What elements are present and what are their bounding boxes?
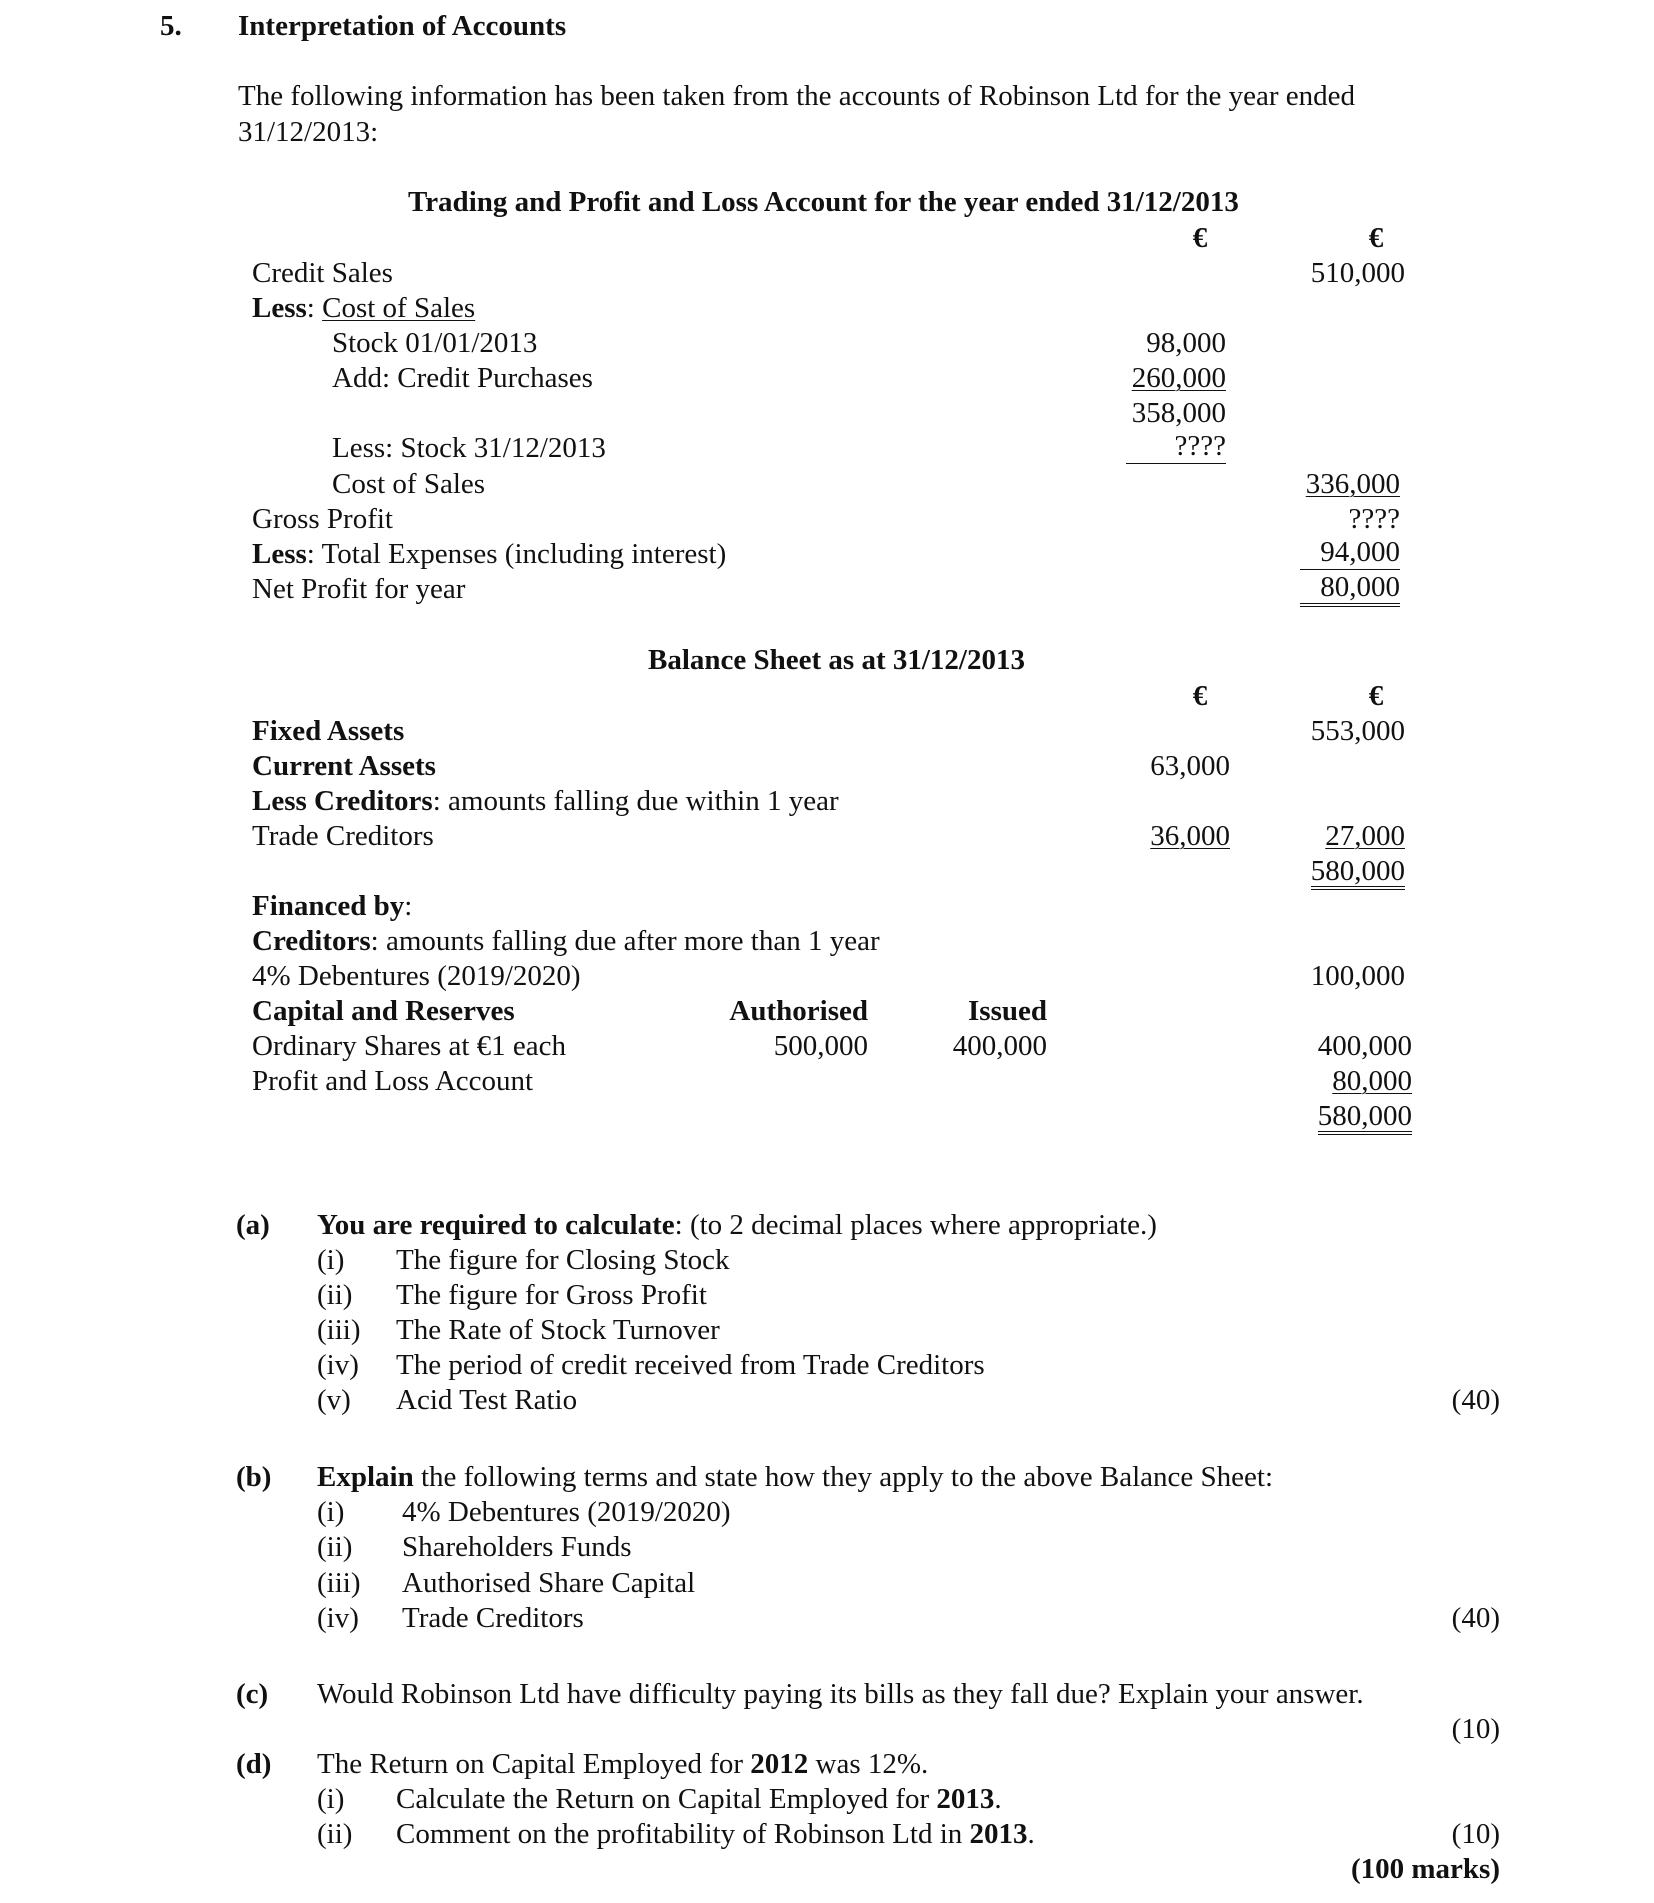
authorised-value: 500,000 bbox=[773, 1030, 868, 1062]
part-a-item-num: (i) bbox=[317, 1244, 345, 1276]
part-d-item2-year: 2013 bbox=[969, 1818, 1028, 1850]
fixed-assets-label: Fixed Assets bbox=[252, 715, 405, 747]
less-label: Less bbox=[252, 538, 307, 570]
creditors-long-rest: : amounts falling due after more than 1 year bbox=[370, 925, 880, 957]
less-creditors-rest: : amounts falling due within 1 year bbox=[432, 785, 839, 817]
total-financed-value bbox=[1290, 1098, 1412, 1135]
purchases-value bbox=[1110, 360, 1226, 396]
part-a-lead bbox=[317, 1207, 1157, 1243]
part-b-item-text: Trade Creditors bbox=[402, 1602, 584, 1634]
part-c-marks: (10) bbox=[1451, 1713, 1500, 1745]
total-net-assets-value bbox=[1290, 853, 1405, 890]
part-d-lead-pre: The Return on Capital Employed for bbox=[317, 1748, 751, 1780]
part-a-item-text: The period of credit received from Trade Creditors bbox=[396, 1349, 985, 1381]
debentures-label: 4% Debentures (2019/2020) bbox=[252, 960, 581, 992]
less-creditors-row bbox=[252, 783, 839, 819]
financed-by-row: Financed by: bbox=[252, 890, 413, 922]
credit-sales-label: Credit Sales bbox=[252, 257, 393, 289]
part-b-lead bbox=[317, 1459, 1273, 1495]
part-a-item-text: The figure for Gross Profit bbox=[396, 1279, 707, 1311]
expenses-row: Less: Total Expenses (including interest) bbox=[252, 538, 727, 570]
creditors-long-label: Creditors bbox=[252, 925, 371, 957]
part-d-letter: (d) bbox=[236, 1748, 272, 1780]
part-b-lead-rest: the following terms and state how they apply to the above Balance Sheet: bbox=[413, 1461, 1274, 1493]
expenses-value: 94,000 bbox=[1300, 536, 1400, 570]
part-a-item-num: (v) bbox=[317, 1384, 351, 1416]
part-b-item-num: (iv) bbox=[317, 1602, 359, 1634]
trade-creditors-value bbox=[1110, 818, 1230, 854]
cost-of-sales-label: Cost of Sales bbox=[332, 468, 486, 500]
purchases-amount: 260,000 bbox=[1131, 362, 1226, 394]
balance-currency-col1: € bbox=[1192, 680, 1208, 712]
part-c-letter: (c) bbox=[236, 1678, 269, 1710]
part-a-lead-bold: You are required to calculate bbox=[317, 1209, 675, 1241]
cost-of-sales-amount: 336,000 bbox=[1305, 468, 1400, 500]
purchases-label: Add: Credit Purchases bbox=[332, 362, 593, 394]
intro-text-line2: 31/12/2013: bbox=[238, 116, 379, 148]
working-capital-amount: 27,000 bbox=[1325, 820, 1405, 852]
authorised-heading: Authorised bbox=[729, 995, 868, 1027]
net-profit-label: Net Profit for year bbox=[252, 573, 466, 605]
cost-of-sales-value bbox=[1290, 466, 1400, 502]
part-d-item2-pre: Comment on the profitability of Robinson Ltd in bbox=[396, 1818, 970, 1850]
trading-currency-col2: € bbox=[1368, 222, 1384, 254]
issued-value: 400,000 bbox=[952, 1030, 1047, 1062]
part-b-item-num: (ii) bbox=[317, 1531, 353, 1563]
creditors-long-row bbox=[252, 923, 880, 959]
part-d-item1-pre: Calculate the Return on Capital Employed for bbox=[396, 1783, 937, 1815]
part-d-item1-year: 2013 bbox=[936, 1783, 995, 1815]
stock-open-value: 98,000 bbox=[1146, 327, 1226, 359]
subtotal-value: 358,000 bbox=[1131, 397, 1226, 429]
part-c-text: Would Robinson Ltd have difficulty paying its bills as they fall due? Explain your answer. bbox=[317, 1678, 1364, 1710]
part-d-item-text bbox=[396, 1781, 1002, 1817]
fixed-assets-value: 553,000 bbox=[1310, 715, 1405, 747]
part-d-lead-post: was 12%. bbox=[808, 1748, 929, 1780]
balance-currency-col2: € bbox=[1368, 680, 1384, 712]
part-b-item-text: Shareholders Funds bbox=[402, 1531, 632, 1563]
less-creditors-label: Less Creditors bbox=[252, 785, 433, 817]
less-cost-of-sales: Less: Cost of Sales bbox=[252, 292, 476, 324]
part-a-marks: (40) bbox=[1451, 1384, 1500, 1416]
stock-close-value: ???? bbox=[1126, 430, 1226, 464]
trading-currency-col1: € bbox=[1192, 222, 1208, 254]
part-a-item-num: (iii) bbox=[317, 1314, 361, 1346]
pl-account-label: Profit and Loss Account bbox=[252, 1065, 534, 1097]
gross-profit-label: Gross Profit bbox=[252, 503, 393, 535]
part-b-marks: (40) bbox=[1451, 1602, 1500, 1634]
part-a-item-num: (ii) bbox=[317, 1279, 353, 1311]
pl-account-amount: 80,000 bbox=[1332, 1065, 1412, 1097]
working-capital-value bbox=[1290, 818, 1405, 854]
issued-heading: Issued bbox=[968, 995, 1047, 1027]
part-d-item2-post: . bbox=[1027, 1818, 1035, 1850]
part-d-item-num: (ii) bbox=[317, 1818, 353, 1850]
current-assets-value: 63,000 bbox=[1150, 750, 1230, 782]
less-label: Less bbox=[252, 292, 307, 324]
part-b-item-num: (iii) bbox=[317, 1567, 361, 1599]
part-b-item-text: Authorised Share Capital bbox=[402, 1567, 696, 1599]
part-a-item-text: Acid Test Ratio bbox=[396, 1384, 578, 1416]
balance-sheet-heading: Balance Sheet as at 31/12/2013 bbox=[648, 644, 1025, 676]
part-b-item-text: 4% Debentures (2019/2020) bbox=[402, 1496, 731, 1528]
trade-creditors-amount: 36,000 bbox=[1150, 820, 1230, 852]
current-assets-label: Current Assets bbox=[252, 750, 436, 782]
part-a-lead-rest: : (to 2 decimal places where appropriate.) bbox=[674, 1209, 1157, 1241]
part-b-lead-bold: Explain bbox=[317, 1461, 414, 1493]
financed-by-label: Financed by bbox=[252, 890, 405, 922]
part-d-lead bbox=[317, 1746, 928, 1782]
part-a-item-text: The figure for Closing Stock bbox=[396, 1244, 730, 1276]
part-d-item-text bbox=[396, 1816, 1035, 1852]
question-title: Interpretation of Accounts bbox=[238, 10, 567, 42]
total-net-assets-amount: 580,000 bbox=[1311, 856, 1405, 890]
gross-profit-value: ???? bbox=[1348, 503, 1400, 535]
total-financed-amount: 580,000 bbox=[1318, 1101, 1412, 1135]
part-d-item1-post: . bbox=[994, 1783, 1002, 1815]
capital-reserves-label: Capital and Reserves bbox=[252, 995, 515, 1027]
net-profit-value: 80,000 bbox=[1300, 571, 1400, 607]
credit-sales-value: 510,000 bbox=[1310, 257, 1405, 289]
debentures-value: 100,000 bbox=[1310, 960, 1405, 992]
part-b-letter: (b) bbox=[236, 1461, 272, 1493]
part-b-item-num: (i) bbox=[317, 1496, 345, 1528]
part-d-marks: (10) bbox=[1451, 1818, 1500, 1850]
trade-creditors-label: Trade Creditors bbox=[252, 820, 434, 852]
part-a-item-num: (iv) bbox=[317, 1349, 359, 1381]
stock-open-label: Stock 01/01/2013 bbox=[332, 327, 538, 359]
part-d-lead-year: 2012 bbox=[750, 1748, 809, 1780]
pl-account-value bbox=[1290, 1063, 1412, 1099]
expenses-label: Total Expenses (including interest) bbox=[321, 538, 727, 570]
cost-of-sales-heading: Cost of Sales bbox=[322, 292, 476, 324]
question-number: 5. bbox=[160, 10, 182, 42]
intro-text-line1: The following information has been taken from the accounts of Robinson Ltd for the year ended bbox=[238, 80, 1355, 112]
part-a-letter: (a) bbox=[236, 1209, 270, 1241]
part-d-item-num: (i) bbox=[317, 1783, 345, 1815]
trading-account-heading: Trading and Profit and Loss Account for the year ended 31/12/2013 bbox=[408, 186, 1239, 218]
part-a-item-text: The Rate of Stock Turnover bbox=[396, 1314, 720, 1346]
stock-close-label: Less: Stock 31/12/2013 bbox=[332, 432, 606, 464]
ordinary-shares-total: 400,000 bbox=[1317, 1030, 1412, 1062]
total-marks: (100 marks) bbox=[1350, 1853, 1500, 1885]
ordinary-shares-label: Ordinary Shares at €1 each bbox=[252, 1030, 567, 1062]
